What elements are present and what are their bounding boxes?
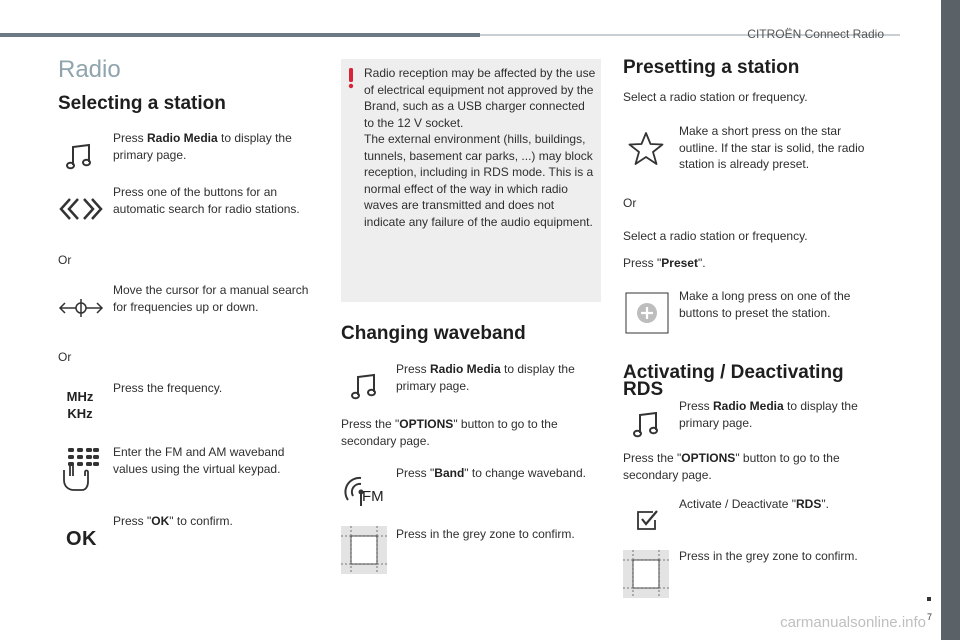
step-toggle-rds: Activate / Deactivate "RDS". xyxy=(679,497,829,511)
grey-zone-icon xyxy=(623,550,669,598)
or-label: Or xyxy=(58,350,72,364)
music-note-icon xyxy=(631,411,661,439)
music-note-icon xyxy=(64,143,94,171)
or-label: Or xyxy=(58,253,72,267)
warning-exclamation-icon xyxy=(346,67,356,89)
brand-title: CITROËN Connect Radio xyxy=(747,27,884,41)
preset-add-icon xyxy=(625,292,669,334)
checkbox-checked-icon xyxy=(635,508,661,532)
step-manual-search: Move the cursor for a manual search for frequencies up or down. xyxy=(113,283,309,314)
keypad-icon xyxy=(60,446,100,492)
heading-selecting-station: Selecting a station xyxy=(58,93,226,114)
or-label: Or xyxy=(623,196,637,210)
step-radio-media: Press Radio Media to display the primary page. xyxy=(679,399,858,430)
text-select-station: Select a radio station or frequency. xyxy=(623,90,808,104)
page-edge-bar xyxy=(941,0,960,640)
warning-text: Radio reception may be affected by the use of electrical equipment not approved by the Brand, such as a USB charger connected to the 12 V socket. The external environment (hills, buildings, tunnels, basement car parks, ...) may block reception, including in RDS mode. This is a normal effect of the way in which radio waves are transmitted and does not indicate any failure of the audio equipment. xyxy=(364,66,596,229)
frequency-unit-icon: MHz KHz xyxy=(66,389,94,421)
music-note-icon xyxy=(349,373,379,401)
step-long-press-preset: Make a long press on one of the buttons to preset the station. xyxy=(679,289,851,320)
step-ok-confirm: Press "OK" to confirm. xyxy=(113,514,233,528)
step-short-press-star: Make a short press on the star outline. If the star is solid, the radio station is already preset. xyxy=(679,124,865,171)
heading-changing-waveband: Changing waveband xyxy=(341,323,526,344)
step-options: Press the "OPTIONS" button to go to the secondary page. xyxy=(341,417,558,448)
heading-rds: Activating / Deactivating RDS xyxy=(623,362,844,400)
heading-presetting-station: Presetting a station xyxy=(623,57,800,78)
ok-icon: OK xyxy=(66,528,97,550)
step-auto-search: Press one of the buttons for an automatic search for radio stations. xyxy=(113,185,300,216)
grey-zone-icon xyxy=(341,526,387,574)
text-press-preset: Press "Preset". xyxy=(623,256,706,270)
watermark: carmanualsonline.info xyxy=(780,614,926,631)
page-marker xyxy=(927,597,931,601)
step-radio-media: Press Radio Media to display the primary page. xyxy=(396,362,575,393)
step-band: Press "Band" to change waveband. xyxy=(396,466,586,480)
step-options: Press the "OPTIONS" button to go to the secondary page. xyxy=(623,451,840,482)
step-grey-zone: Press in the grey zone to confirm. xyxy=(396,527,575,541)
step-grey-zone: Press in the grey zone to confirm. xyxy=(679,549,858,563)
star-outline-icon xyxy=(627,131,665,167)
step-radio-media: Press Radio Media to display the primary page. xyxy=(113,131,292,162)
page-number: 7 xyxy=(927,612,933,622)
step-press-frequency: Press the frequency. xyxy=(113,381,223,395)
tuning-slider-icon xyxy=(58,295,104,321)
step-keypad: Enter the FM and AM waveband values using the virtual keypad. xyxy=(113,445,285,476)
fm-icon-label: FM xyxy=(362,488,384,505)
seek-arrows-icon xyxy=(58,196,104,222)
fm-band-icon xyxy=(343,474,387,508)
text-select-station: Select a radio station or frequency. xyxy=(623,229,808,243)
section-title: Radio xyxy=(58,56,121,83)
header-rule-dark xyxy=(0,33,480,37)
